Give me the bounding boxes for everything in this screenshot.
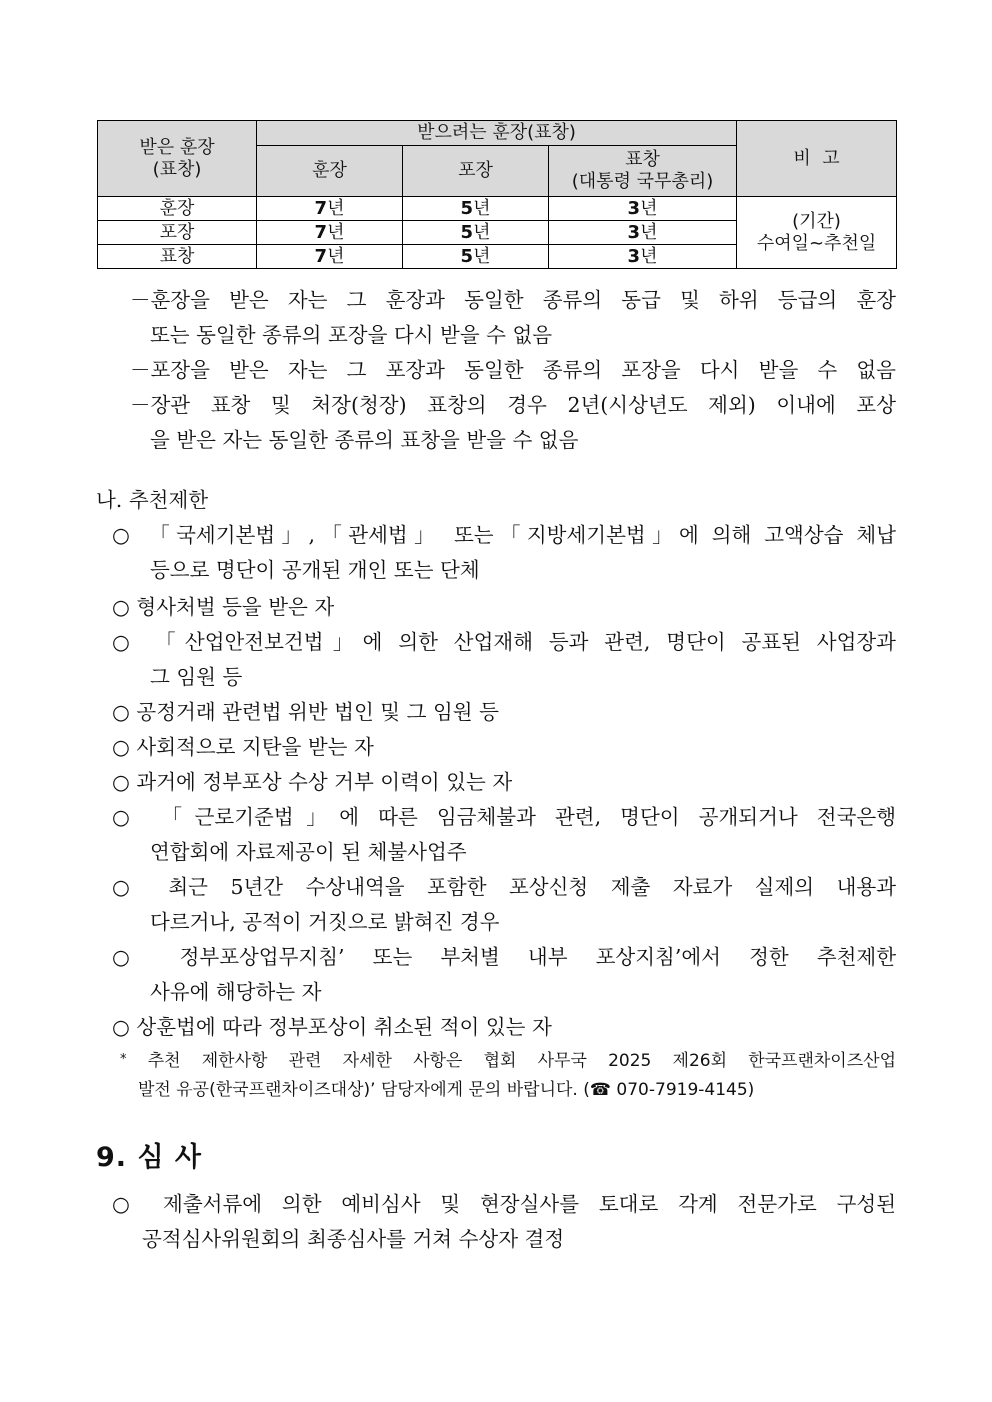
- list-item: ○ 과거에 정부포상 수상 거부 이력이 있는 자: [112, 770, 513, 794]
- list-item-cont: 등으로 명단이 공개된 개인 또는 단체: [150, 558, 480, 582]
- list-item: ○ 제출서류에 의한 예비심사 및 현장실사를 토대로 각계 전문가로 구성된: [112, 1192, 896, 1216]
- list-item: ○ 「국세기본법」,「관세법」 또는「지방세기본법」에 의해 고액상습 체납: [112, 523, 896, 547]
- note-header: 비 고: [737, 121, 897, 197]
- rule-line: －장관 표창 및 처장(청장) 표창의 경우 2년(시상년도 제외) 이내에 포상: [130, 393, 896, 417]
- footnote-star: *: [120, 1052, 127, 1067]
- badge-interval: 5년: [403, 245, 549, 269]
- medal-interval: 7년: [257, 221, 403, 245]
- list-item-cont: 공적심사위원회의 최종심사를 거쳐 수상자 결정: [142, 1227, 565, 1251]
- list-item: ○ 최근 5년간 수상내역을 포함한 포상신청 제출 자료가 실제의 내용과: [112, 875, 896, 899]
- badge-interval: 5년: [403, 197, 549, 221]
- footnote-line: 발전 유공(한국프랜차이즈대상)’ 담당자에게 문의 바랍니다. (☎ 070-7919-4145): [138, 1080, 755, 1100]
- rule-line: 을 받은 자는 동일한 종류의 표창을 받을 수 없음: [150, 428, 579, 452]
- commend-interval: 3년: [549, 245, 737, 269]
- table-row: [98, 197, 897, 221]
- list-item-cont: 다르거나, 공적이 거짓으로 밝혀진 경우: [150, 910, 500, 934]
- medal-interval: 7년: [257, 197, 403, 221]
- rule-line: －훈장을 받은 자는 그 훈장과 동일한 종류의 동급 및 하위 등급의 훈장: [130, 288, 896, 312]
- row-label: 훈장: [98, 197, 257, 221]
- list-item: ○ 정부포상업무지침’ 또는 부처별 내부 포상지침’에서 정한 추천제한: [112, 945, 896, 969]
- row-label: 포장: [98, 221, 257, 245]
- list-item: ○ 형사처벌 등을 받은 자: [112, 595, 335, 619]
- list-item-cont: 연합회에 자료제공이 된 체불사업주: [150, 840, 467, 864]
- medal-interval: 7년: [257, 245, 403, 269]
- col-medal-header: 훈장: [257, 146, 403, 197]
- list-item: ○ 사회적으로 지탄을 받는 자: [112, 735, 374, 759]
- rule-line: 또는 동일한 종류의 포장을 다시 받을 수 없음: [150, 323, 553, 347]
- list-item: ○ 「산업안전보건법」에 의한 산업재해 등과 관련, 명단이 공표된 사업장과: [112, 630, 896, 654]
- col-commend-header: 표창 (대통령 국무총리): [549, 146, 737, 197]
- list-item: ○ 공정거래 관련법 위반 법인 및 그 임원 등: [112, 700, 499, 724]
- list-item: ○ 「근로기준법」에 따른 임금체불과 관련, 명단이 공개되거나 전국은행: [112, 805, 896, 829]
- badge-interval: 5년: [403, 221, 549, 245]
- to-receive-header: 받으려는 훈장(표창): [257, 121, 737, 146]
- col-badge-header: 포장: [403, 146, 549, 197]
- commend-interval: 3년: [549, 197, 737, 221]
- commend-interval: 3년: [549, 221, 737, 245]
- row-label: 표창: [98, 245, 257, 269]
- rule-line: －포장을 받은 자는 그 포장과 동일한 종류의 포장을 다시 받을 수 없음: [130, 358, 896, 382]
- section-title: 나. 추천제한: [96, 488, 209, 512]
- list-item-cont: 그 임원 등: [150, 665, 243, 689]
- received-header: 받은 훈장 (표창): [98, 121, 257, 197]
- note-cell: (기간) 수여일~추천일: [737, 197, 897, 269]
- award-interval-table: [97, 120, 897, 269]
- list-item-cont: 사유에 해당하는 자: [150, 980, 322, 1004]
- footnote-line: * 추천 제한사항 관련 자세한 사항은 협회 사무국 2025 제26회 한국프랜차이즈산업: [120, 1051, 896, 1071]
- section-heading: 9. 심 사: [96, 1142, 203, 1173]
- list-item: ○ 상훈법에 따라 정부포상이 취소된 적이 있는 자: [112, 1015, 552, 1039]
